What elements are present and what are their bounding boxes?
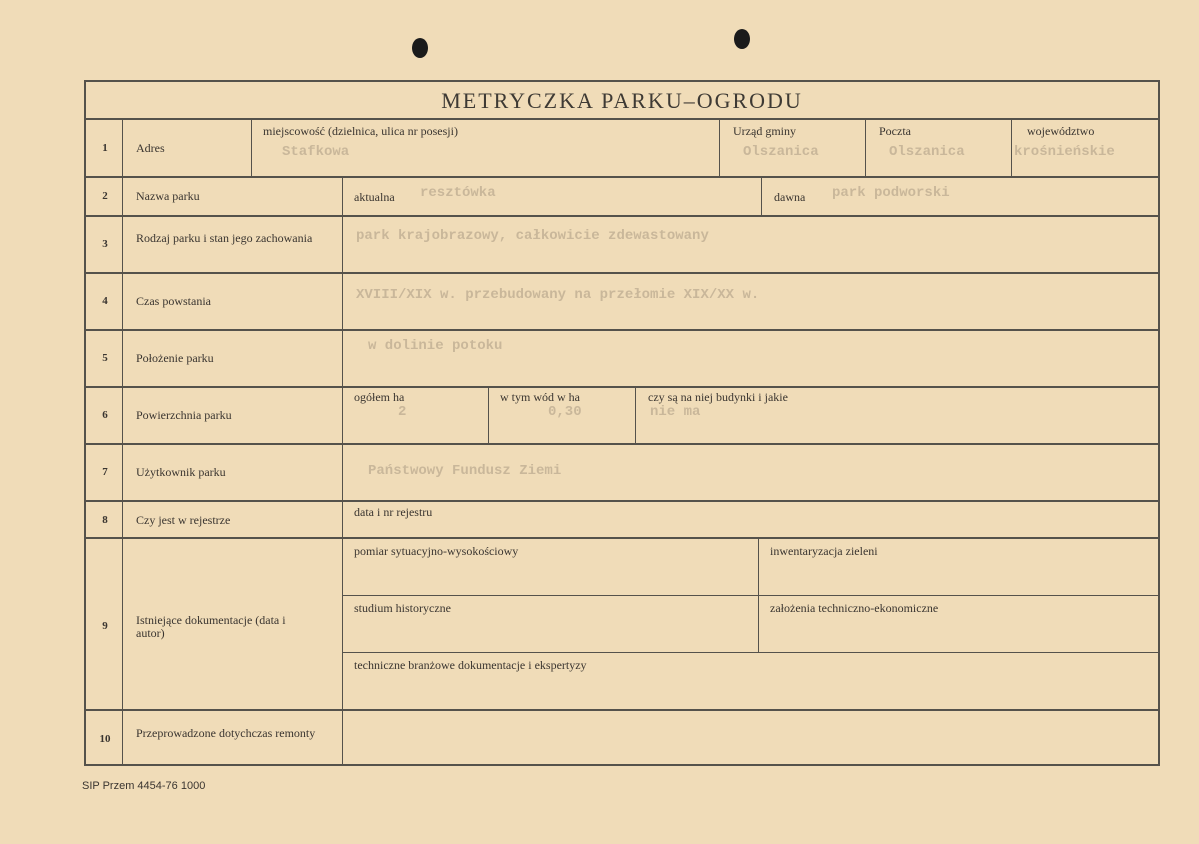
- buildings-label: czy są na niej budynki i jakie: [648, 390, 788, 404]
- former-name-label: dawna: [774, 190, 806, 204]
- creation-time-label: Czas powstania: [136, 294, 211, 308]
- row-number: 1: [102, 142, 108, 154]
- row-number: 10: [99, 733, 111, 745]
- survey-label: pomiar sytuacyjno-wysokościowy: [354, 544, 519, 558]
- row-number: 2: [102, 190, 108, 202]
- locality-value: Stafkowa: [282, 144, 350, 160]
- former-name-value: park podworski: [832, 185, 950, 201]
- punch-hole-left: [412, 38, 428, 58]
- renovations-label: Przeprowadzone dotychczas remonty: [136, 726, 316, 740]
- form-table: [84, 80, 1160, 766]
- locality-label: miejscowość (dzielnica, ulica nr posesji): [263, 124, 458, 138]
- post-office-value: Olszanica: [889, 144, 965, 160]
- current-name-value: resztówka: [420, 185, 496, 201]
- park-name-label: Nazwa parku: [136, 189, 200, 203]
- park-type-label: Rodzaj parku i stan jego zachowania: [136, 231, 313, 245]
- current-name-label: aktualna: [354, 190, 395, 204]
- row-number: 9: [102, 620, 108, 632]
- creation-time-value: XVIII/XIX w. przebudowany na przełomie XIX/XX w.: [356, 287, 760, 303]
- total-area-value: 2: [398, 404, 407, 420]
- greenery-inventory-label: inwentaryzacja zieleni: [770, 544, 878, 558]
- row-number: 4: [102, 295, 108, 307]
- documentation-label: Istniejące dokumentacje (data i autor): [136, 613, 286, 640]
- municipality-value: Olszanica: [743, 144, 819, 160]
- area-label: Powierzchnia parku: [136, 408, 232, 422]
- municipality-label: Urząd gminy: [733, 124, 796, 138]
- row-number: 5: [102, 352, 108, 364]
- location-label: Położenie parku: [136, 351, 214, 365]
- post-office-label: Poczta: [879, 124, 911, 138]
- voivodeship-value: krośnieńskie: [1014, 144, 1115, 160]
- registry-date-label: data i nr rejestru: [354, 505, 433, 519]
- form-title: METRYCZKA PARKU–OGRODU: [86, 82, 1158, 120]
- row-number: 7: [102, 466, 108, 478]
- park-type-value: park krajobrazowy, całkowicie zdewastowany: [356, 228, 709, 244]
- address-label: Adres: [136, 141, 165, 155]
- water-area-value: 0,30: [548, 404, 582, 420]
- technical-assumptions-label: założenia techniczno-ekonomiczne: [770, 601, 939, 615]
- location-value: w dolinie potoku: [368, 338, 503, 354]
- historical-study-label: studium historyczne: [354, 601, 451, 615]
- row-number: 8: [102, 514, 108, 526]
- row-number: 6: [102, 409, 108, 421]
- punch-hole-right: [734, 29, 750, 49]
- technical-docs-label: techniczne branżowe dokumentacje i ekspertyzy: [354, 658, 587, 672]
- total-area-label: ogółem ha: [354, 390, 405, 404]
- voivodeship-label: województwo: [1027, 124, 1095, 138]
- water-area-label: w tym wód w ha: [500, 390, 580, 404]
- buildings-value: nie ma: [650, 404, 701, 420]
- print-footer: SIP Przem 4454-76 1000: [82, 780, 206, 792]
- registry-label: Czy jest w rejestrze: [136, 513, 231, 527]
- user-value: Państwowy Fundusz Ziemi: [368, 463, 562, 479]
- user-label: Użytkownik parku: [136, 465, 226, 479]
- row-number: 3: [102, 238, 108, 250]
